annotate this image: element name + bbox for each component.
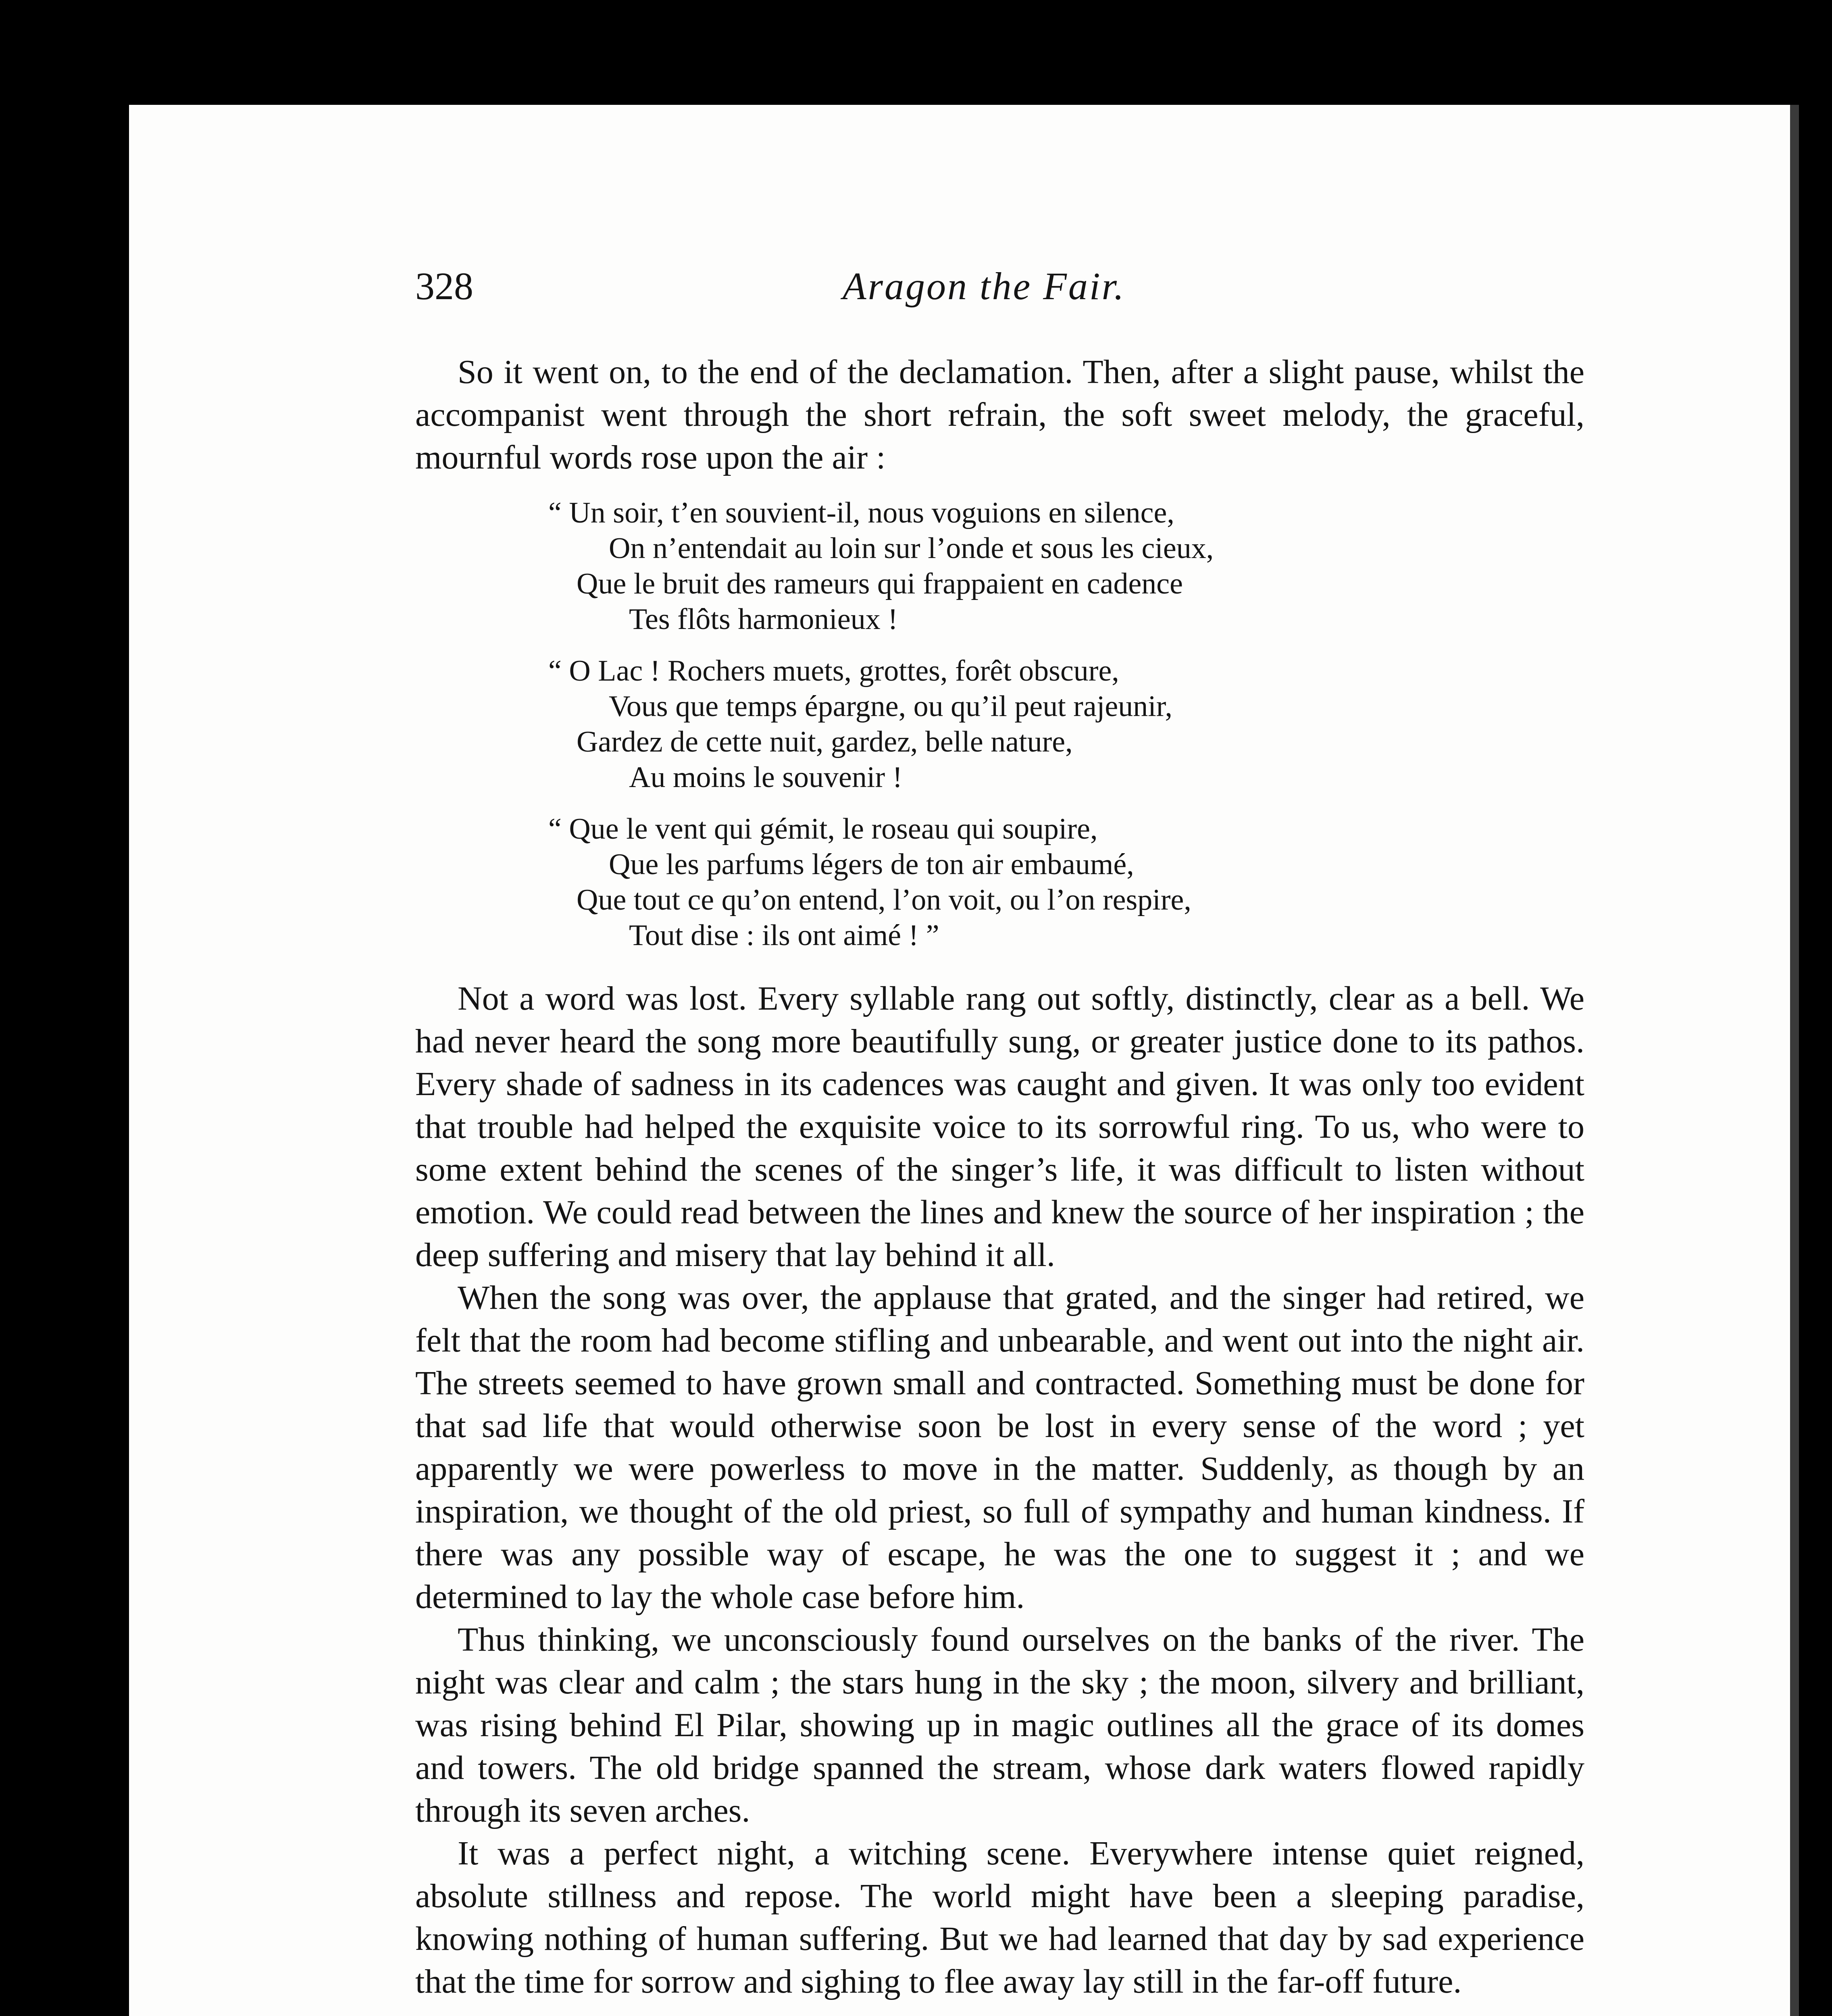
poem-line: Que tout ce qu’on entend, l’on voit, ou l’on respire, bbox=[577, 883, 1191, 916]
poem-line: Au moins le souvenir ! bbox=[629, 761, 903, 794]
page-edge-shadow bbox=[1790, 105, 1799, 2016]
poem-line: “ Que le vent qui gémit, le roseau qui soupire, bbox=[548, 812, 1098, 846]
poem-stanza bbox=[548, 811, 1584, 953]
body-paragraph: It was a perfect night, a witching scene. Everywhere intense quiet reigned, absolute stillness and repose. The world might have been a sleeping paradise, knowing nothing of human suffering. But we had learned that day by sad experience that the time for sorrow and sighing to flee away lay still in the far-off future. bbox=[415, 1835, 1584, 2000]
poem-line: Tout dise : ils ont aimé ! ” bbox=[629, 919, 939, 952]
text-block bbox=[415, 351, 1584, 2003]
poem-line: On n’entendait au loin sur l’onde et sous les cieux, bbox=[609, 532, 1214, 565]
poem-line: Que les parfums légers de ton air embaumé, bbox=[609, 848, 1134, 881]
poem-line: “ O Lac ! Rochers muets, grottes, forêt obscure, bbox=[548, 654, 1119, 687]
running-title: Aragon the Fair. bbox=[843, 264, 1126, 308]
poem bbox=[548, 495, 1584, 953]
body-paragraph: Thus thinking, we unconsciously found ourselves on the banks of the river. The night was clear and calm ; the stars hung in the sky ; the moon, silvery and brilliant, was rising behind El Pilar, showing up in magic outlines all the grace of its domes and towers. The old bridge spanned the stream, whose dark waters flowed rapidly through its seven arches. bbox=[415, 1621, 1584, 1829]
body-paragraph: Not a word was lost. Every syllable rang out softly, distinctly, clear as a bell. We had never heard the song more beautifully sung, or greater justice done to its pathos. Every shade of sadness in its cadences was caught and given. It was only too evident that trouble had helped the exquisite voice to its sorrowful ring. To us, who were to some extent behind the scenes of the singer’s life, it was difficult to listen without emotion. We could read between the lines and knew the source of her inspiration ; the deep suffering and misery that lay behind it all. bbox=[415, 980, 1584, 1274]
poem-stanza bbox=[548, 653, 1584, 795]
poem-line: Vous que temps épargne, ou qu’il peut rajeunir, bbox=[609, 690, 1172, 723]
poem-line: Que le bruit des rameurs qui frappaient en cadence bbox=[577, 567, 1183, 600]
poem-line: Tes flôts harmonieux ! bbox=[629, 603, 898, 636]
poem-line: Gardez de cette nuit, gardez, belle nature, bbox=[577, 725, 1073, 758]
poem-stanza bbox=[548, 495, 1584, 637]
running-head bbox=[415, 258, 1584, 314]
page-number: 328 bbox=[415, 264, 473, 308]
poem-line: “ Un soir, t’en souvient-il, nous voguions en silence, bbox=[548, 496, 1174, 529]
body-paragraph: When the song was over, the applause that grated, and the singer had retired, we felt that the room had become stifling and unbearable, and went out into the night air. The streets seemed to have grown small and contracted. Something must be done for that sad life that would otherwise soon be lost in every sense of the word ; yet apparently we were powerless to move in the matter. Suddenly, as though by an inspiration, we thought of the old priest, so full of sympathy and human kindness. If there was any possible way of escape, he was the one to suggest it ; and we determined to lay the whole case before him. bbox=[415, 1279, 1584, 1616]
intro-paragraph: So it went on, to the end of the declamation. Then, after a slight pause, whilst the accompanist went through the short refrain, the soft sweet melody, the graceful, mournful words rose upon the air : bbox=[415, 353, 1584, 476]
